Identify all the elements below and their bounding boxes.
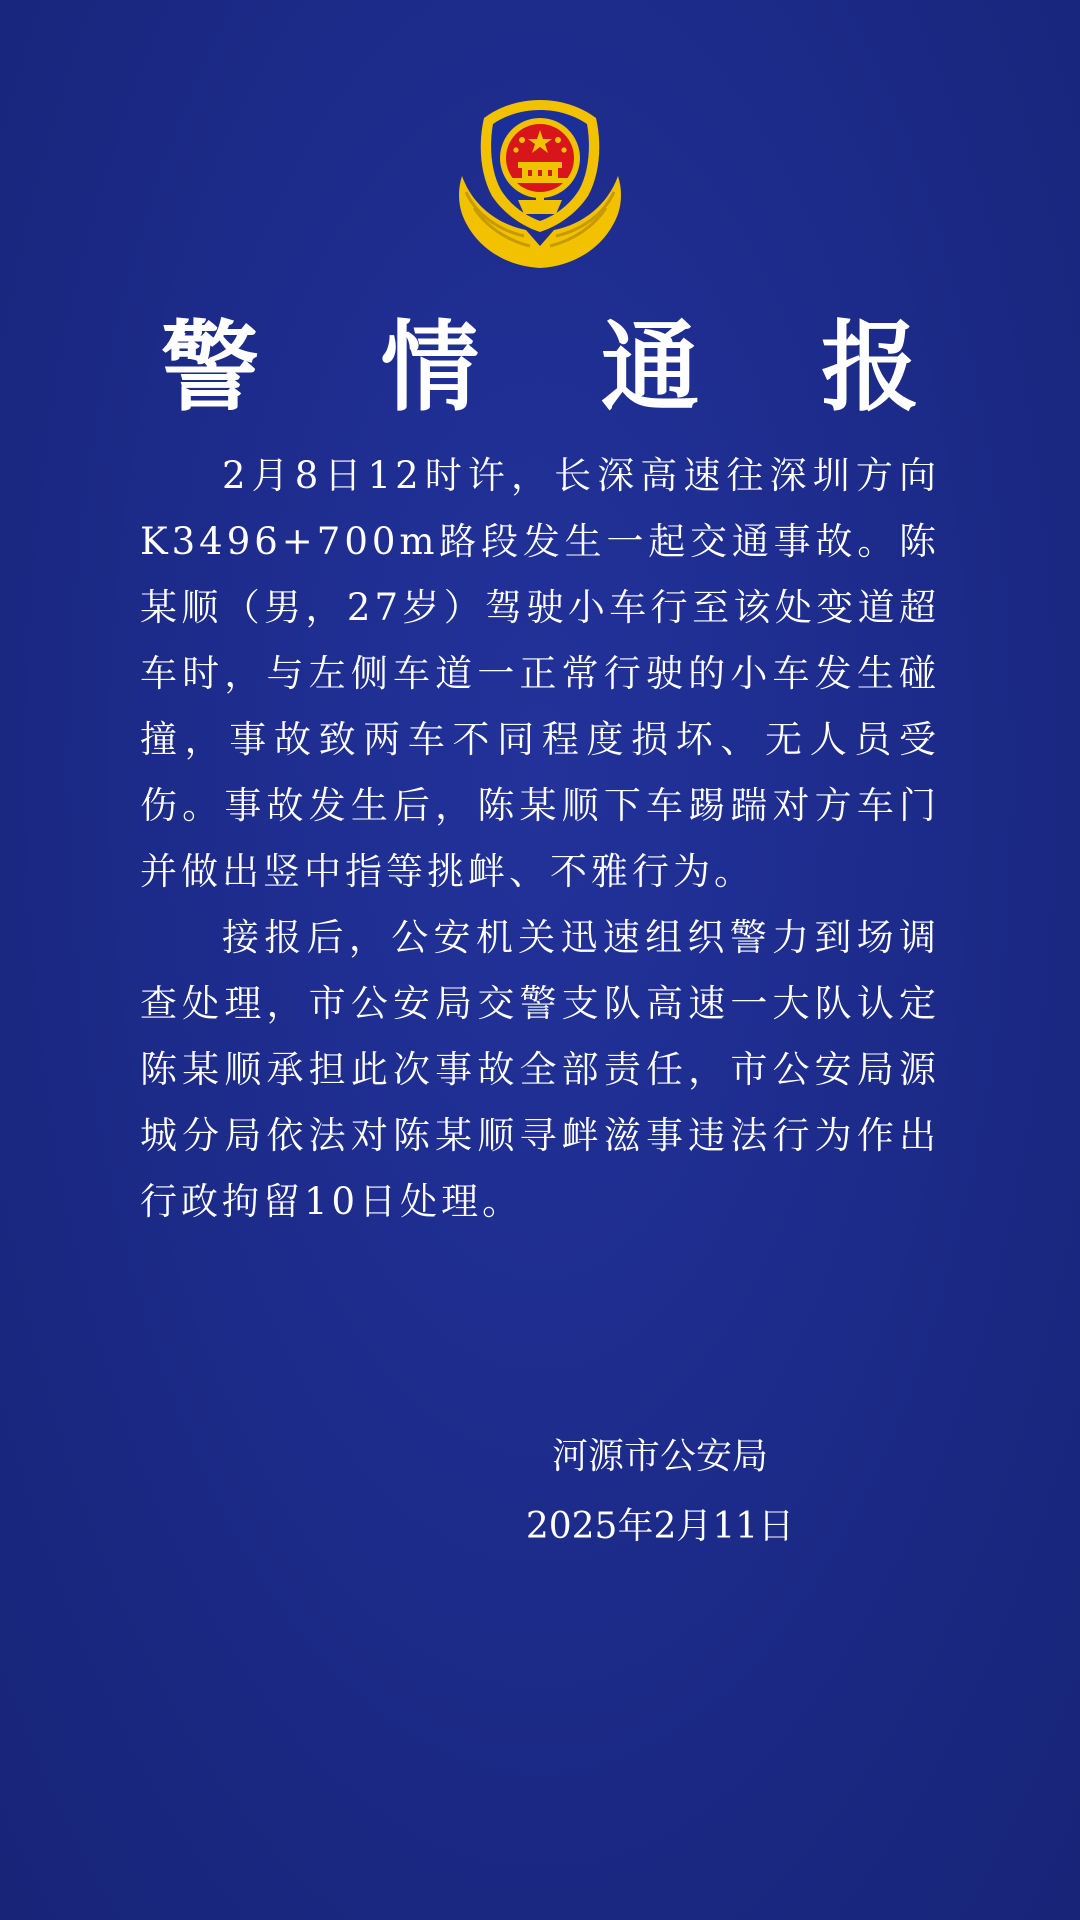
issue-date: 2025年2月11日 (525, 1506, 795, 1547)
issuer-name: 河源市公安局 (551, 1436, 768, 1477)
notice-paragraph-1: 2月8日12时许，长深高速往深圳方向K3496+700m路段发生一起交通事故。陈某顺（男，27岁）驾驶小车行至该处变道超车时，与左侧车道一正常行驶的小车发生碰撞，事故致两车不同程度损坏、无人员受伤。事故发生后，陈某顺下车踢踹对方车门并做出竖中指等挑衅、不雅行为。 (140, 454, 940, 893)
signature-block (500, 1422, 820, 1562)
page-title: 警 情 通 报 (160, 311, 964, 425)
notice-body (140, 443, 940, 1235)
notice-paragraph-2: 接报后，公安机关迅速组织警力到场调查处理，市公安局交警支队高速一大队认定陈某顺承担此次事故全部责任，市公安局源城分局依法对陈某顺寻衅滋事违法行为作出行政拘留10日处理。 (140, 916, 940, 1223)
police-emblem-icon (456, 96, 624, 272)
